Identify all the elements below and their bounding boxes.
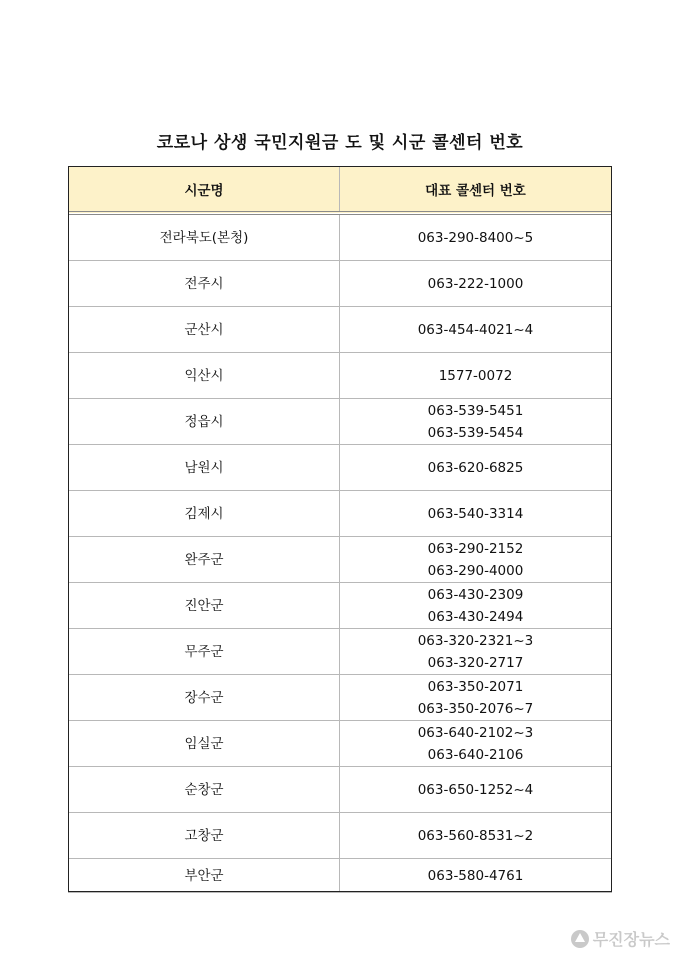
phone-cell [340, 307, 612, 353]
phone-number: 063-539-5454 [427, 424, 524, 441]
table-header-row [69, 167, 612, 214]
region-name-cell: 군산시 [69, 307, 340, 353]
region-name-cell: 김제시 [69, 491, 340, 537]
phone-number: 063-560-8531~2 [417, 827, 534, 844]
phone-number: 063-640-2102~3 [417, 724, 534, 741]
table-row [69, 675, 612, 721]
phone-cell [340, 583, 612, 629]
watermark [571, 927, 670, 950]
phone-number: 063-320-2321~3 [417, 632, 534, 649]
call-center-table [68, 166, 612, 893]
page-title: 코로나 상생 국민지원금 도 및 시군 콜센터 번호 [156, 133, 524, 153]
table-row [69, 537, 612, 583]
phone-cell [340, 629, 612, 675]
phone-number: 063-320-2717 [427, 654, 524, 671]
region-name-cell: 임실군 [69, 721, 340, 767]
phone-cell [340, 445, 612, 491]
phone-cell [340, 353, 612, 399]
phone-number: 063-620-6825 [427, 459, 524, 476]
phone-number: 063-539-5451 [427, 402, 524, 419]
table-row [69, 213, 612, 261]
table-row [69, 261, 612, 307]
region-name-cell: 완주군 [69, 537, 340, 583]
phone-number: 063-290-8400~5 [417, 229, 534, 246]
phone-number: 063-430-2309 [427, 586, 524, 603]
table-row [69, 399, 612, 445]
phone-number: 063-454-4021~4 [417, 321, 534, 338]
region-name-cell: 남원시 [69, 445, 340, 491]
header-region: 시군명 [69, 167, 340, 214]
header-phone: 대표 콜센터 번호 [340, 167, 612, 214]
region-name-cell: 무주군 [69, 629, 340, 675]
phone-cell [340, 537, 612, 583]
phone-number: 063-640-2106 [427, 746, 524, 763]
table-row [69, 859, 612, 893]
phone-number: 063-290-4000 [427, 562, 524, 579]
phone-number: 063-350-2071 [427, 678, 524, 695]
phone-number: 063-580-4761 [427, 867, 524, 884]
phone-number: 1577-0072 [438, 367, 513, 384]
mountain-logo-icon [571, 930, 589, 948]
table-row [69, 307, 612, 353]
table-body [69, 213, 612, 893]
table-row [69, 813, 612, 859]
region-name-cell: 전라북도(본청) [69, 213, 340, 261]
phone-number: 063-222-1000 [427, 275, 524, 292]
watermark-text: 무진장뉴스 [592, 930, 670, 949]
phone-number: 063-540-3314 [427, 505, 524, 522]
table-row [69, 445, 612, 491]
region-name-cell: 고창군 [69, 813, 340, 859]
phone-number: 063-430-2494 [427, 608, 524, 625]
region-name-cell: 익산시 [69, 353, 340, 399]
phone-cell [340, 491, 612, 537]
phone-number: 063-650-1252~4 [417, 781, 534, 798]
table-row [69, 583, 612, 629]
phone-cell [340, 675, 612, 721]
region-name-cell: 정읍시 [69, 399, 340, 445]
phone-cell [340, 813, 612, 859]
region-name-cell: 부안군 [69, 859, 340, 893]
phone-cell [340, 767, 612, 813]
region-name-cell: 순창군 [69, 767, 340, 813]
phone-cell [340, 859, 612, 893]
phone-number: 063-350-2076~7 [417, 700, 534, 717]
region-name-cell: 진안군 [69, 583, 340, 629]
phone-cell [340, 213, 612, 261]
table-row [69, 767, 612, 813]
phone-cell [340, 399, 612, 445]
region-name-cell: 장수군 [69, 675, 340, 721]
table-row [69, 353, 612, 399]
phone-cell [340, 721, 612, 767]
phone-number: 063-290-2152 [427, 540, 524, 557]
table-row [69, 629, 612, 675]
table-row [69, 491, 612, 537]
phone-cell [340, 261, 612, 307]
region-name-cell: 전주시 [69, 261, 340, 307]
table-row [69, 721, 612, 767]
